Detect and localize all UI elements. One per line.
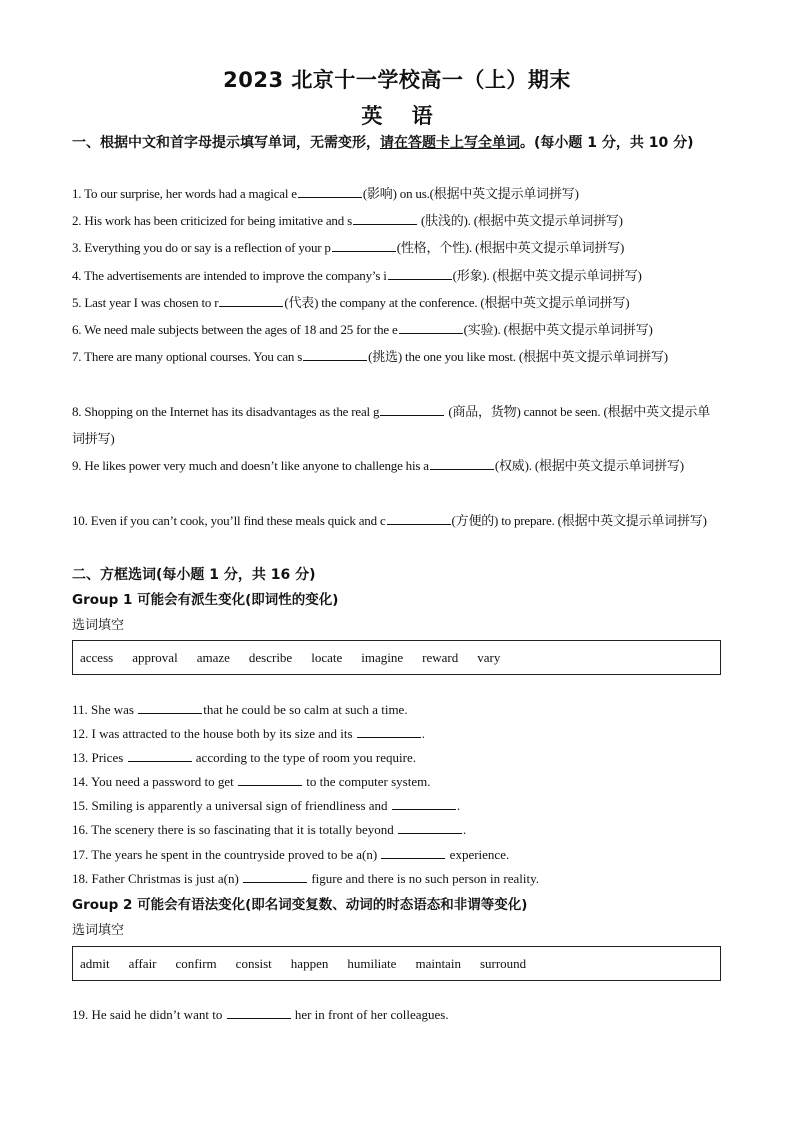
question-11: 11. She was that he could be so calm at such a time. [72,702,408,717]
question-9: 9. He likes power very much and doesn’t like anyone to challenge his a (权威). (根据中英文提示单词拼写) [72,458,684,473]
word-option: amaze [196,650,230,665]
section1-heading-underlined: 请在答题卡上写全单词 [380,135,520,151]
section1-heading [72,132,722,154]
group2-word-box [72,946,721,981]
answer-blank[interactable] [219,294,283,307]
word-option: maintain [415,956,461,971]
answer-blank[interactable] [398,821,462,834]
word-option: happen [290,956,329,971]
answer-blank[interactable] [353,212,417,225]
question-7: 7. There are many optional courses. You can s (挑选) the one you like most. (根据中英文提示单词拼写) [72,349,668,364]
word-option: describe [248,650,293,665]
answer-blank[interactable] [392,797,456,810]
word-option: locate [311,650,343,665]
question-18: 18. Father Christmas is just a(n) figure and there is no such person in reality. [72,871,539,886]
word-option: access [80,650,114,665]
word-option: consist [235,956,272,971]
question-13: 13. Prices according to the type of room you require. [72,750,416,765]
section1-heading-post: 。(每小题 1 分，共 10 分) [520,135,694,151]
question-1: 1. To our surprise, her words had a magical e (影响) on us.(根据中英文提示单词拼写) [72,186,579,201]
question-8: 8. Shopping on the Internet has its disadvantages as the real g (商品，货物) cannot be seen. (根据中英文提示单词拼写) [72,404,710,446]
answer-blank[interactable] [298,185,362,198]
answer-blank[interactable] [381,846,445,859]
answer-blank[interactable] [138,701,202,714]
answer-blank[interactable] [238,773,302,786]
group1-word-box [72,640,721,675]
answer-blank[interactable] [332,239,396,252]
group1-heading: Group 1 可能会有派生变化(即词性的变化) [72,592,339,608]
section1-heading-pre: 一、根据中文和首字母提示填写单词，无需变形， [72,135,380,151]
answer-blank[interactable] [227,1006,291,1019]
question-17: 17. The years he spent in the countryside proved to be a(n) experience. [72,847,510,862]
word-option: admit [80,956,110,971]
question-15: 15. Smiling is apparently a universal sign of friendliness and . [72,798,461,813]
question-3: 3. Everything you do or say is a reflection of your p (性格，个性). (根据中英文提示单词拼写) [72,240,625,255]
question-6: 6. We need male subjects between the ages of 18 and 25 for the e (实验). (根据中英文提示单词拼写) [72,322,653,337]
group2-label: 选词填空 [72,923,125,938]
word-option: surround [479,956,527,971]
answer-blank[interactable] [303,348,367,361]
word-option: affair [128,956,157,971]
answer-blank[interactable] [399,321,463,334]
answer-blank[interactable] [380,403,444,416]
group2-heading: Group 2 可能会有语法变化(即名词变复数、动词的时态语态和非谓等变化) [72,897,528,913]
answer-blank[interactable] [388,267,452,280]
section2-heading: 二、方框选词(每小题 1 分，共 16 分) [72,567,316,583]
exam-title: 2023 北京十一学校高一（上）期末 [223,68,571,92]
answer-blank[interactable] [430,457,494,470]
question-14: 14. You need a password to get to the computer system. [72,774,431,789]
word-option: vary [477,650,501,665]
question-10: 10. Even if you can’t cook, you’ll find these meals quick and c (方便的) to prepare. (根据中英文提示单词拼写) [72,513,707,528]
answer-blank[interactable] [357,725,421,738]
question-16: 16. The scenery there is so fascinating that it is totally beyond . [72,822,467,837]
word-option: reward [422,650,459,665]
group1-label: 选词填空 [72,618,125,633]
word-option: imagine [361,650,404,665]
word-option: humiliate [347,956,397,971]
question-12: 12. I was attracted to the house both by its size and its . [72,726,426,741]
question-5: 5. Last year I was chosen to r (代表) the company at the conference. (根据中英文提示单词拼写) [72,295,630,310]
question-2: 2. His work has been criticized for being imitative and s (肤浅的). (根据中英文提示单词拼写) [72,213,623,228]
answer-blank[interactable] [243,870,307,883]
subject-title: 英 语 [361,104,433,128]
question-4: 4. The advertisements are intended to improve the company’s i (形象). (根据中英文提示单词拼写) [72,268,642,283]
word-option: approval [132,650,178,665]
answer-blank[interactable] [387,512,451,525]
answer-blank[interactable] [128,749,192,762]
question-19: 19. He said he didn’t want to her in front of her colleagues. [72,1007,449,1022]
word-option: confirm [175,956,217,971]
